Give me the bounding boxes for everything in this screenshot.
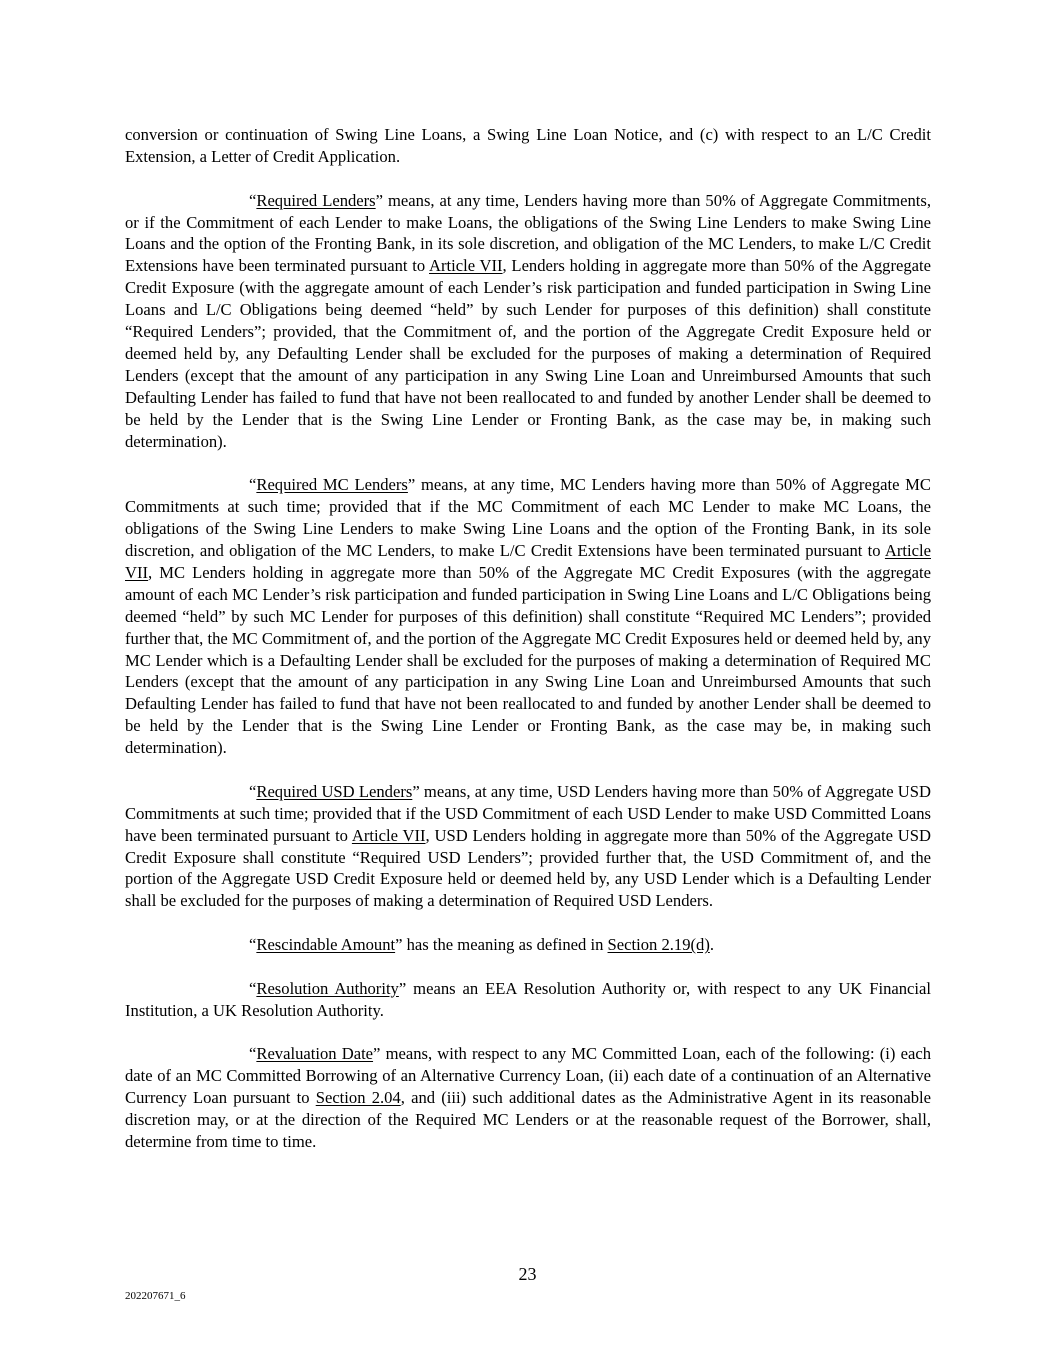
- open-quote: “: [249, 1044, 257, 1064]
- definition-text: .: [709, 935, 714, 955]
- defined-term: Required USD Lenders: [256, 781, 413, 801]
- definition-text: , Lenders holding in aggregate more than 50% of the Aggregate Credit Exposure (with the aggregate amount of each Lender’s risk participation and funded participation in Swing Line Loans and L/C Obligations being deemed “held” by such Lender for purposes of this definition) shall constitute “Required Lenders”; provided, that the Commitment of, and the portion of the Aggregate Credit Exposure held or deemed held by, any Defaulting Lender shall be excluded for the purposes of making a determination of Required Lenders (except that the amount of any participation in any Swing Line Loan and Unreimbursed Amounts that such Defaulting Lender has failed to fund that have not been reallocated to and funded by another Lender shall be deemed to be held by the Lender that is the Swing Line Lender or Fronting Bank, as the case may be, in making such determination).: [125, 256, 931, 451]
- page-number: 23: [518, 1264, 537, 1284]
- definition-text: , and (iii) such additional dates as the Administrative Agent in its reasonable discretion may, or at the direction of the Required MC Lenders or at the reasonable request of the Borrower, shall, determine from time to time.: [125, 1088, 931, 1152]
- cross-reference: Article VII: [351, 825, 426, 845]
- definition-text: ” means, with respect to any MC Committed Loan, each of the following: (i) each date of an MC Committed Borrowing of an Alternative Currency Loan, (ii) each date of a continuation of an Alternative Currency Loan pursuant to: [125, 1044, 931, 1108]
- defined-term: Rescindable Amount: [256, 935, 396, 955]
- defined-term: Required Lenders: [256, 190, 376, 210]
- definition-required-mc-lenders: [125, 474, 931, 759]
- open-quote: “: [249, 190, 257, 210]
- defined-term: Required MC Lenders: [256, 475, 408, 495]
- defined-term: Revaluation Date: [256, 1044, 374, 1064]
- definition-text: ” means, at any time, USD Lenders having more than 50% of Aggregate USD Commitments at such time; provided that if the USD Commitment of each USD Lender to make USD Committed Loans have been terminated pursuant to: [125, 781, 931, 845]
- definition-required-lenders: [125, 190, 931, 453]
- cross-reference: Section 2.19(d): [607, 935, 710, 955]
- open-quote: “: [249, 978, 257, 998]
- definition-text: ” has the meaning as defined in: [395, 935, 608, 955]
- definition-text: , USD Lenders holding in aggregate more than 50% of the Aggregate USD Credit Exposure shall constitute “Required USD Lenders”; provided further that, the USD Commitment of, and the portion of the Aggregate USD Credit Exposure held or deemed held by, any USD Lender which is a Defaulting Lender shall be excluded for the purposes of making a determination of Required USD Lenders.: [125, 825, 931, 911]
- definition-text: , MC Lenders holding in aggregate more than 50% of the Aggregate MC Credit Exposures (with the aggregate amount of each MC Lender’s risk participation and funded participation in Swing Line Loans and L/C Obligations being deemed “held” by such MC Lender for purposes of this definition) shall constitute “Required MC Lenders”; provided further that, the MC Commitment of, and the portion of the Aggregate MC Credit Exposures held or deemed held by, any MC Lender which is a Defaulting Lender shall be excluded for the purposes of making a determination of Required MC Lenders (except that the amount of any participation in any Swing Line Loan and Unreimbursed Amounts that such Defaulting Lender has failed to fund that have not been reallocated to and funded by another Lender shall be deemed to be held by the Lender that is the Swing Line Lender or Fronting Bank, as the case may be, in making such determination).: [125, 562, 931, 758]
- open-quote: “: [249, 935, 257, 955]
- definition-rescindable-amount: [125, 934, 931, 956]
- cross-reference: Article VII: [125, 541, 931, 582]
- open-quote: “: [249, 781, 257, 801]
- cross-reference: Section 2.04: [315, 1088, 401, 1108]
- document-body: [125, 124, 931, 1153]
- definition-revaluation-date: [125, 1043, 931, 1153]
- cross-reference: Article VII: [429, 256, 503, 276]
- definition-text: ” means, at any time, MC Lenders having more than 50% of Aggregate MC Commitments at such time; provided that if the MC Commitment of each MC Lender to make MC Loans, the obligations of the Swing Line Lenders to make Swing Line Loans and the option of the Fronting Bank, in its sole discretion, and obligation of the MC Lenders, to make L/C Credit Extensions have been terminated pursuant to: [125, 475, 932, 560]
- definition-required-usd-lenders: [125, 781, 931, 912]
- continuation-paragraph: conversion or continuation of Swing Line Loans, a Swing Line Loan Notice, and (c) with respect to an L/C Credit Extension, a Letter of Credit Application.: [125, 125, 931, 166]
- definition-text: ” means, at any time, Lenders having more than 50% of Aggregate Commitments, or if the Commitment of each Lender to make Loans, the obligations of the Swing Line Lenders to make Swing Line Loans and the option of the Fronting Bank, in its sole discretion, and obligation of the MC Lenders, to make L/C Credit Extensions have been terminated pursuant to: [125, 190, 931, 276]
- open-quote: “: [249, 475, 257, 495]
- definition-resolution-authority: [125, 978, 931, 1022]
- document-id: 202207671_6: [125, 1290, 186, 1302]
- defined-term: Resolution Authority: [256, 978, 399, 998]
- definition-text: ” means an EEA Resolution Authority or, with respect to any UK Financial Institution, a UK Resolution Authority.: [125, 978, 932, 1020]
